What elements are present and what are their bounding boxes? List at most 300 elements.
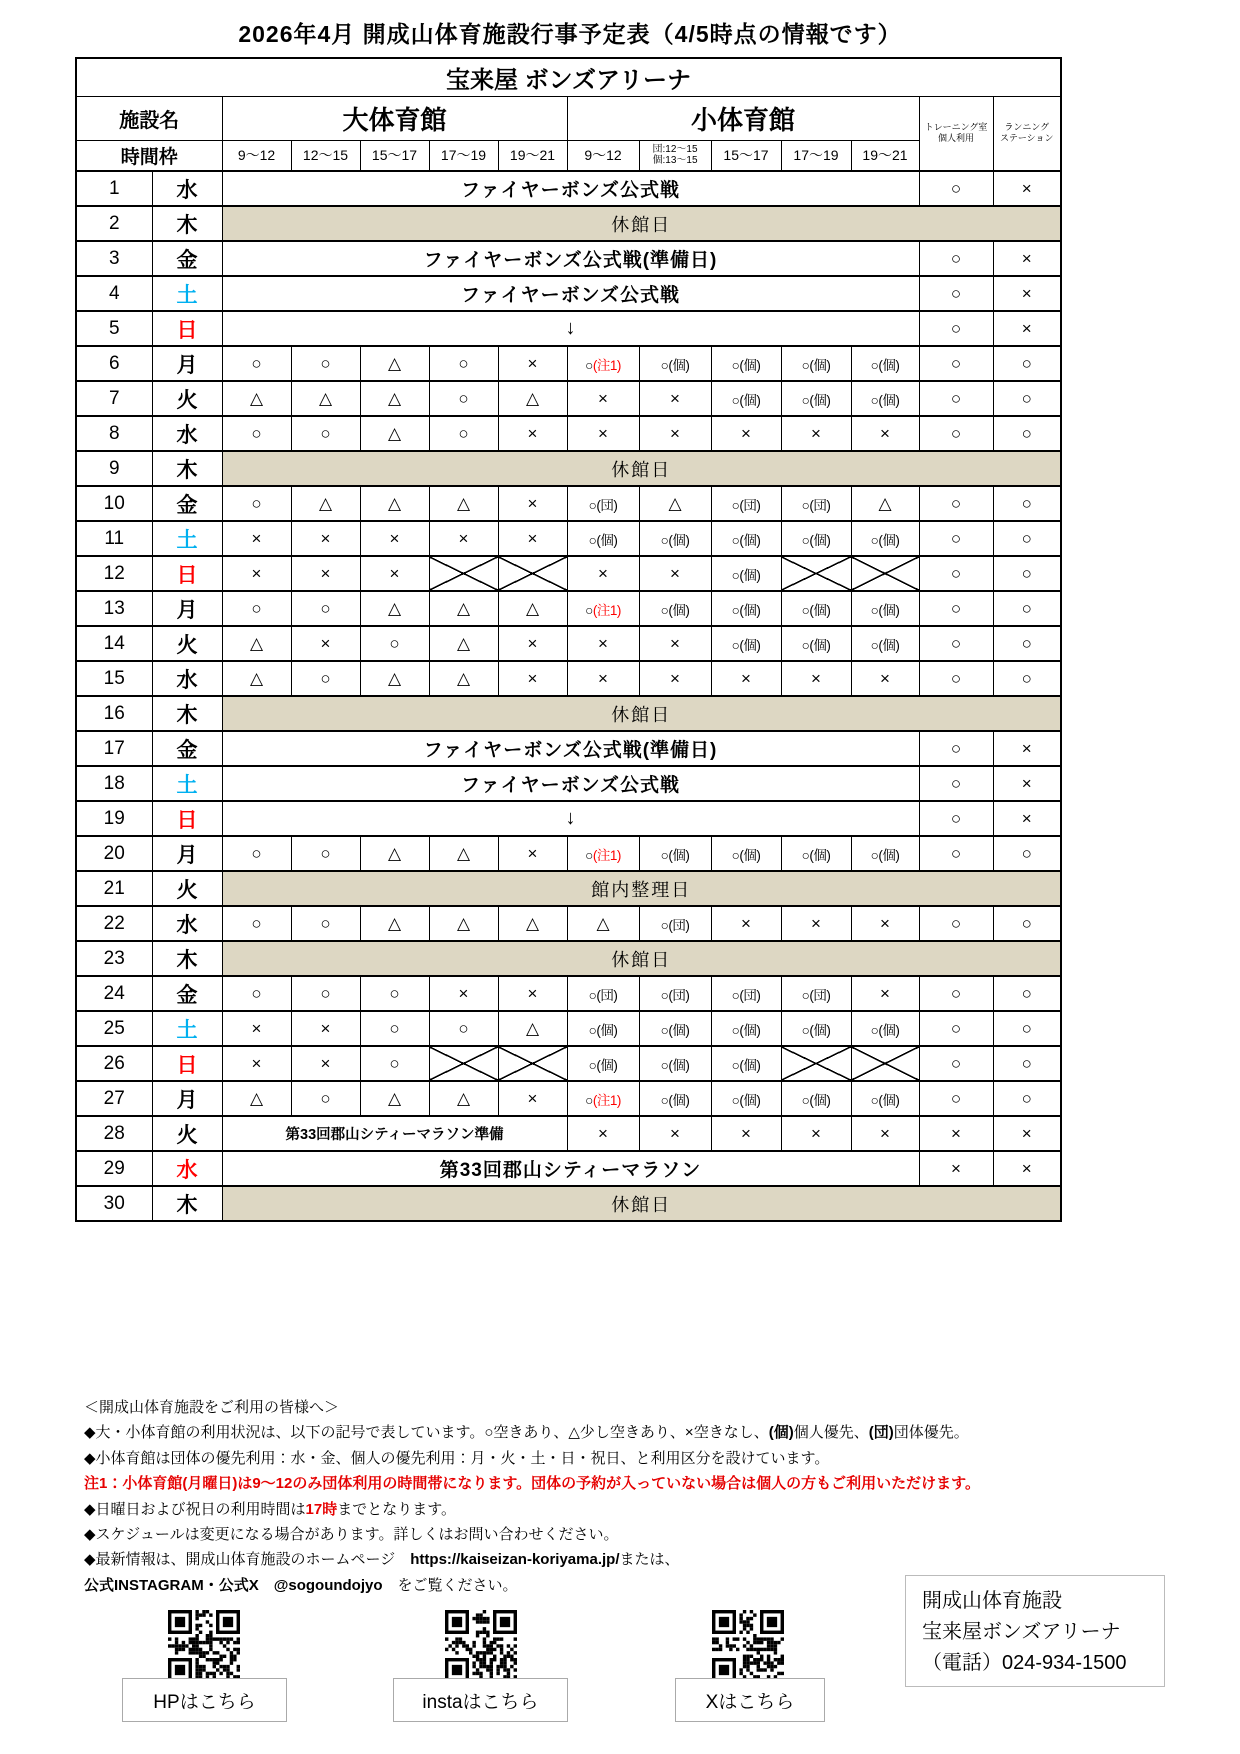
availability-cell: ○ — [222, 591, 291, 626]
availability-cell: ○(注1) — [567, 1081, 639, 1116]
availability-cell: ○(個) — [781, 626, 851, 661]
availability-cell: × — [993, 1116, 1061, 1151]
day-of-week-cell: 木 — [152, 941, 222, 976]
day-of-week-cell: 日 — [152, 556, 222, 591]
availability-cell: ○ — [919, 836, 993, 871]
availability-cell: ○ — [919, 1081, 993, 1116]
qr-label-instagram-text: instaはこちら — [422, 1691, 539, 1713]
availability-cell: △ — [222, 381, 291, 416]
day-number-cell: 10 — [76, 486, 152, 521]
day-number-cell: 17 — [76, 731, 152, 766]
availability-cell: × — [567, 626, 639, 661]
availability-cell: ○(団) — [781, 976, 851, 1011]
availability-cell: × — [851, 906, 919, 941]
availability-cell: ○ — [919, 766, 993, 801]
availability-cell: × — [919, 1116, 993, 1151]
availability-cell: ○(個) — [711, 381, 781, 416]
availability-cell: ○ — [993, 906, 1061, 941]
availability-cell: △ — [360, 381, 429, 416]
qr-code-instagram — [445, 1610, 517, 1682]
note-line: ◆日曜日および祝日の利用時間は17時までとなります。 — [84, 1500, 457, 1518]
availability-cell: × — [360, 556, 429, 591]
day-of-week-cell: 月 — [152, 591, 222, 626]
availability-cell: △ — [498, 1011, 567, 1046]
day-number-cell: 22 — [76, 906, 152, 941]
large-gym-slot-header: 17～19 — [429, 140, 498, 171]
day-of-week-cell: 木 — [152, 1186, 222, 1221]
availability-cell: △ — [851, 486, 919, 521]
day-number-cell: 26 — [76, 1046, 152, 1081]
day-number-cell: 8 — [76, 416, 152, 451]
availability-cell: ○(個) — [639, 1081, 711, 1116]
day-number-cell: 13 — [76, 591, 152, 626]
event-span-cell: ファイヤーボンズ公式戦(準備日) — [222, 731, 919, 766]
day-of-week-cell: 水 — [152, 416, 222, 451]
availability-cell: △ — [360, 661, 429, 696]
crossed-out-cell — [498, 1046, 567, 1081]
day-number-cell: 23 — [76, 941, 152, 976]
day-of-week-cell: 金 — [152, 241, 222, 276]
availability-cell: × — [222, 1046, 291, 1081]
usage-notes — [84, 1395, 1164, 1598]
availability-cell: × — [781, 416, 851, 451]
note-line: ◆小体育館は団体の優先利用：水・金、個人の優先利用：月・火・土・日・祝日、と利用区分を設けています。 — [84, 1449, 830, 1467]
small-gym-header: 小体育館 — [567, 96, 919, 140]
closed-day-band: 休館日 — [222, 451, 1061, 486]
availability-cell: △ — [639, 486, 711, 521]
availability-cell: ○ — [993, 416, 1061, 451]
day-number-cell: 5 — [76, 311, 152, 346]
availability-cell: △ — [429, 626, 498, 661]
availability-cell: ○(個) — [639, 591, 711, 626]
availability-cell: ○ — [919, 241, 993, 276]
availability-cell: ○ — [919, 661, 993, 696]
availability-cell: △ — [222, 661, 291, 696]
crossed-out-cell — [781, 556, 851, 591]
availability-cell: ○ — [919, 976, 993, 1011]
small-gym-slot-header: 15～17 — [711, 140, 781, 171]
availability-cell: × — [222, 1011, 291, 1046]
time-slot-label: 時間枠 — [76, 140, 222, 171]
day-of-week-cell: 水 — [152, 1151, 222, 1186]
availability-cell: ○(団) — [711, 486, 781, 521]
availability-cell: × — [498, 486, 567, 521]
day-number-cell: 19 — [76, 801, 152, 836]
event-span-cell: 第33回郡山シティーマラソン — [222, 1151, 919, 1186]
availability-cell: ○ — [222, 906, 291, 941]
availability-cell: △ — [429, 661, 498, 696]
availability-cell: × — [498, 416, 567, 451]
availability-cell: ○ — [919, 346, 993, 381]
availability-cell: × — [222, 556, 291, 591]
qr-label-hp-text: HPはこちら — [153, 1691, 256, 1713]
crossed-out-cell — [429, 1046, 498, 1081]
note-line: 注1：小体育館(月曜日)は9～12のみ団体利用の時間帯になります。団体の予約が入っていない場合は個人の方もご利用いただけます。 — [84, 1475, 980, 1493]
availability-cell: × — [639, 626, 711, 661]
small-gym-slot-header: 19～21 — [851, 140, 919, 171]
closed-day-band: 休館日 — [222, 696, 1061, 731]
availability-cell: ○ — [360, 626, 429, 661]
note-line: ◆大・小体育館の利用状況は、以下の記号で表しています。○空きあり、△少し空きあり、×空きなし、(個)個人優先、(団)団体優先。 — [84, 1424, 969, 1442]
large-gym-slot-header: 19～21 — [498, 140, 567, 171]
day-number-cell: 25 — [76, 1011, 152, 1046]
contact-box — [905, 1575, 1165, 1687]
contact-phone: （電話）024-934-1500 — [922, 1652, 1127, 1674]
qr-code-x — [712, 1610, 784, 1682]
availability-cell: ○ — [222, 836, 291, 871]
availability-cell: × — [498, 521, 567, 556]
note-line: 公式INSTAGRAM・公式X @sogoundojyo をご覧ください。 — [84, 1576, 518, 1594]
availability-cell: ○ — [919, 591, 993, 626]
availability-cell: ○(個) — [639, 346, 711, 381]
availability-cell: △ — [360, 591, 429, 626]
availability-cell: ○ — [222, 416, 291, 451]
availability-cell: ○(個) — [781, 1011, 851, 1046]
small-gym-slot-header: 9～12 — [567, 140, 639, 171]
day-of-week-cell: 日 — [152, 801, 222, 836]
availability-cell: × — [498, 626, 567, 661]
availability-cell: ○ — [919, 311, 993, 346]
availability-cell: ○ — [993, 1046, 1061, 1081]
availability-cell: ○(個) — [711, 1046, 781, 1081]
availability-cell: × — [639, 416, 711, 451]
crossed-out-cell — [429, 556, 498, 591]
day-of-week-cell: 日 — [152, 1046, 222, 1081]
availability-cell: ○(個) — [639, 836, 711, 871]
facility-name-label: 施設名 — [76, 96, 222, 140]
availability-cell: △ — [291, 486, 360, 521]
page-title: 2026年4月 開成山体育施設行事予定表（4/5時点の情報です） — [238, 21, 902, 47]
availability-cell: △ — [429, 486, 498, 521]
availability-cell: ○ — [429, 346, 498, 381]
availability-cell: × — [919, 1151, 993, 1186]
availability-cell: ○ — [222, 346, 291, 381]
availability-cell: △ — [498, 906, 567, 941]
large-gym-header: 大体育館 — [222, 96, 567, 140]
availability-cell: ○ — [429, 1011, 498, 1046]
day-of-week-cell: 土 — [152, 521, 222, 556]
day-number-cell: 21 — [76, 871, 152, 906]
small-gym-slot-header: 17～19 — [781, 140, 851, 171]
availability-cell: × — [291, 556, 360, 591]
day-number-cell: 16 — [76, 696, 152, 731]
availability-cell: × — [567, 556, 639, 591]
day-number-cell: 2 — [76, 206, 152, 241]
availability-cell: × — [291, 1046, 360, 1081]
day-number-cell: 30 — [76, 1186, 152, 1221]
availability-cell: × — [429, 521, 498, 556]
day-of-week-cell: 土 — [152, 766, 222, 801]
closed-day-band: 休館日 — [222, 1186, 1061, 1221]
availability-cell: ○ — [222, 976, 291, 1011]
availability-cell: ○ — [360, 1046, 429, 1081]
availability-cell: △ — [429, 836, 498, 871]
day-of-week-cell: 金 — [152, 731, 222, 766]
availability-cell: × — [567, 416, 639, 451]
availability-cell: △ — [291, 381, 360, 416]
availability-cell: ○(個) — [851, 1011, 919, 1046]
day-of-week-cell: 土 — [152, 1011, 222, 1046]
qr-label-instagram — [393, 1678, 568, 1722]
availability-cell: ○ — [993, 626, 1061, 661]
availability-cell: × — [851, 661, 919, 696]
large-gym-slot-header: 15～17 — [360, 140, 429, 171]
availability-cell: × — [711, 661, 781, 696]
availability-cell: ○(個) — [711, 626, 781, 661]
availability-cell: △ — [498, 381, 567, 416]
availability-cell: ○(個) — [781, 381, 851, 416]
availability-cell: ○(団) — [639, 906, 711, 941]
note-line: ◆最新情報は、開成山体育施設のホームページ https://kaiseizan-koriyama.jp/または、 — [84, 1551, 680, 1569]
availability-cell: ○(個) — [851, 1081, 919, 1116]
availability-cell: × — [498, 836, 567, 871]
day-number-cell: 15 — [76, 661, 152, 696]
availability-cell: ○ — [291, 416, 360, 451]
availability-cell: × — [567, 661, 639, 696]
availability-cell: △ — [429, 1081, 498, 1116]
availability-cell: ○ — [993, 1011, 1061, 1046]
availability-cell: ○(個) — [567, 521, 639, 556]
arena-banner: 宝来屋 ボンズアリーナ — [76, 58, 1061, 96]
availability-cell: △ — [429, 906, 498, 941]
crossed-out-cell — [781, 1046, 851, 1081]
availability-cell: ○ — [291, 661, 360, 696]
availability-cell: × — [360, 521, 429, 556]
day-number-cell: 4 — [76, 276, 152, 311]
day-number-cell: 1 — [76, 171, 152, 206]
day-of-week-cell: 木 — [152, 451, 222, 486]
event-span-cell: ファイヤーボンズ公式戦(準備日) — [222, 241, 919, 276]
availability-cell: × — [781, 906, 851, 941]
qr-code-hp — [168, 1610, 240, 1682]
qr-label-hp — [122, 1678, 287, 1722]
availability-cell: × — [291, 1011, 360, 1046]
day-of-week-cell: 月 — [152, 346, 222, 381]
availability-cell: × — [993, 766, 1061, 801]
day-number-cell: 11 — [76, 521, 152, 556]
availability-cell: × — [993, 731, 1061, 766]
day-of-week-cell: 水 — [152, 171, 222, 206]
availability-cell: × — [781, 661, 851, 696]
availability-cell: ○(個) — [711, 556, 781, 591]
availability-cell: × — [851, 416, 919, 451]
crossed-out-cell — [851, 556, 919, 591]
availability-cell: × — [429, 976, 498, 1011]
day-number-cell: 3 — [76, 241, 152, 276]
availability-cell: ○ — [993, 836, 1061, 871]
closed-day-band: 休館日 — [222, 941, 1061, 976]
availability-cell: ○ — [919, 731, 993, 766]
availability-cell: ○ — [291, 836, 360, 871]
availability-cell: ○ — [291, 346, 360, 381]
availability-cell: ○ — [993, 381, 1061, 416]
availability-cell: ○(個) — [781, 836, 851, 871]
availability-cell: ○(個) — [639, 1011, 711, 1046]
small-gym-slot-header: 団:12～15 個:13～15 — [639, 140, 711, 171]
availability-cell: × — [639, 381, 711, 416]
availability-cell: △ — [360, 836, 429, 871]
availability-cell: ○(個) — [711, 1011, 781, 1046]
availability-cell: ○ — [919, 416, 993, 451]
day-number-cell: 28 — [76, 1116, 152, 1151]
availability-cell: × — [711, 416, 781, 451]
availability-cell: ○ — [993, 346, 1061, 381]
availability-cell: ○(個) — [851, 626, 919, 661]
availability-cell: ○(個) — [781, 591, 851, 626]
availability-cell: × — [781, 1116, 851, 1151]
event-span-cell: ファイヤーボンズ公式戦 — [222, 276, 919, 311]
day-number-cell: 24 — [76, 976, 152, 1011]
availability-cell: × — [993, 276, 1061, 311]
availability-cell: ○(個) — [781, 1081, 851, 1116]
notes-heading: ＜開成山体育施設をご利用の皆様へ＞ — [84, 1399, 340, 1416]
day-of-week-cell: 金 — [152, 486, 222, 521]
availability-cell: ○ — [429, 381, 498, 416]
event-span-cell: 第33回郡山シティーマラソン準備 — [222, 1116, 567, 1151]
availability-cell: × — [498, 346, 567, 381]
availability-cell: ○(個) — [639, 521, 711, 556]
day-of-week-cell: 金 — [152, 976, 222, 1011]
contact-arena-name: 宝来屋ボンズアリーナ — [922, 1621, 1121, 1643]
availability-cell: ○ — [291, 1081, 360, 1116]
availability-cell: ○ — [919, 276, 993, 311]
availability-cell: ○ — [993, 556, 1061, 591]
day-of-week-cell: 木 — [152, 206, 222, 241]
availability-cell: ○(個) — [851, 591, 919, 626]
qr-label-x-text: Xはこちら — [705, 1691, 795, 1713]
day-of-week-cell: 火 — [152, 626, 222, 661]
availability-cell: ○ — [993, 661, 1061, 696]
qr-label-x — [675, 1678, 825, 1722]
availability-cell: ○(個) — [711, 521, 781, 556]
availability-cell: ○ — [993, 591, 1061, 626]
availability-cell: ○(個) — [711, 1081, 781, 1116]
day-number-cell: 6 — [76, 346, 152, 381]
availability-cell: ○(注1) — [567, 591, 639, 626]
availability-cell: ○ — [919, 1011, 993, 1046]
closed-day-band: 休館日 — [222, 206, 1061, 241]
availability-cell: ○(個) — [711, 346, 781, 381]
day-number-cell: 27 — [76, 1081, 152, 1116]
availability-cell: △ — [222, 1081, 291, 1116]
note-line: ◆スケジュールは変更になる場合があります。詳しくはお問い合わせください。 — [84, 1526, 619, 1544]
availability-cell: ○ — [919, 521, 993, 556]
availability-cell: × — [498, 976, 567, 1011]
availability-cell: × — [711, 1116, 781, 1151]
availability-cell: × — [639, 661, 711, 696]
availability-cell: ○(団) — [567, 486, 639, 521]
training-room-header: トレーニング室 個人利用 — [919, 96, 993, 171]
availability-cell: ○ — [993, 1081, 1061, 1116]
large-gym-slot-header: 12～15 — [291, 140, 360, 171]
day-of-week-cell: 月 — [152, 1081, 222, 1116]
day-number-cell: 9 — [76, 451, 152, 486]
day-of-week-cell: 火 — [152, 1116, 222, 1151]
availability-cell: ○ — [993, 521, 1061, 556]
availability-cell: △ — [360, 486, 429, 521]
running-station-header: ランニング ステーション — [993, 96, 1061, 171]
day-number-cell: 14 — [76, 626, 152, 661]
availability-cell: ○ — [360, 976, 429, 1011]
availability-cell: ○(注1) — [567, 346, 639, 381]
event-span-cell: ファイヤーボンズ公式戦 — [222, 171, 919, 206]
availability-cell: ○(個) — [567, 1011, 639, 1046]
availability-cell: ○(個) — [711, 836, 781, 871]
availability-cell: × — [567, 1116, 639, 1151]
schedule-table — [75, 57, 1062, 1222]
day-of-week-cell: 土 — [152, 276, 222, 311]
availability-cell: ○ — [919, 626, 993, 661]
availability-cell: △ — [498, 591, 567, 626]
availability-cell: ○ — [291, 591, 360, 626]
day-number-cell: 20 — [76, 836, 152, 871]
availability-cell: ○(注1) — [567, 836, 639, 871]
day-of-week-cell: 火 — [152, 871, 222, 906]
availability-cell: × — [851, 1116, 919, 1151]
day-of-week-cell: 日 — [152, 311, 222, 346]
availability-cell: ○(個) — [851, 521, 919, 556]
availability-cell: ○ — [919, 171, 993, 206]
availability-cell: × — [993, 1151, 1061, 1186]
day-of-week-cell: 月 — [152, 836, 222, 871]
day-of-week-cell: 水 — [152, 661, 222, 696]
availability-cell: ○(団) — [567, 976, 639, 1011]
availability-cell: × — [993, 241, 1061, 276]
availability-cell: ○ — [919, 486, 993, 521]
availability-cell: × — [993, 311, 1061, 346]
availability-cell: ○(個) — [711, 591, 781, 626]
contact-facility-name: 開成山体育施設 — [922, 1590, 1062, 1612]
availability-cell: ○(個) — [851, 836, 919, 871]
availability-cell: △ — [360, 346, 429, 381]
availability-cell: × — [639, 556, 711, 591]
availability-cell: △ — [429, 591, 498, 626]
day-number-cell: 12 — [76, 556, 152, 591]
availability-cell: × — [851, 976, 919, 1011]
availability-cell: ○ — [919, 1046, 993, 1081]
availability-cell: × — [498, 1081, 567, 1116]
availability-cell: △ — [222, 626, 291, 661]
availability-cell: × — [993, 801, 1061, 836]
availability-cell: ○(個) — [567, 1046, 639, 1081]
availability-cell: ○ — [993, 976, 1061, 1011]
event-span-cell: ↓ — [222, 801, 919, 836]
availability-cell: ○(個) — [851, 346, 919, 381]
day-of-week-cell: 木 — [152, 696, 222, 731]
availability-cell: ○ — [222, 486, 291, 521]
crossed-out-cell — [851, 1046, 919, 1081]
availability-cell: ○ — [291, 906, 360, 941]
availability-cell: × — [567, 381, 639, 416]
day-number-cell: 29 — [76, 1151, 152, 1186]
availability-cell: ○(団) — [711, 976, 781, 1011]
availability-cell: ○ — [919, 906, 993, 941]
large-gym-slot-header: 9～12 — [222, 140, 291, 171]
event-span-cell: ↓ — [222, 311, 919, 346]
availability-cell: × — [291, 521, 360, 556]
availability-cell: ○ — [291, 976, 360, 1011]
availability-cell: ○(個) — [781, 346, 851, 381]
day-of-week-cell: 水 — [152, 906, 222, 941]
availability-cell: × — [639, 1116, 711, 1151]
availability-cell: × — [498, 661, 567, 696]
availability-cell: × — [291, 626, 360, 661]
availability-cell: ○(個) — [851, 381, 919, 416]
availability-cell: △ — [360, 416, 429, 451]
availability-cell: ○ — [429, 416, 498, 451]
closed-day-band: 館内整理日 — [222, 871, 1061, 906]
availability-cell: ○ — [919, 381, 993, 416]
